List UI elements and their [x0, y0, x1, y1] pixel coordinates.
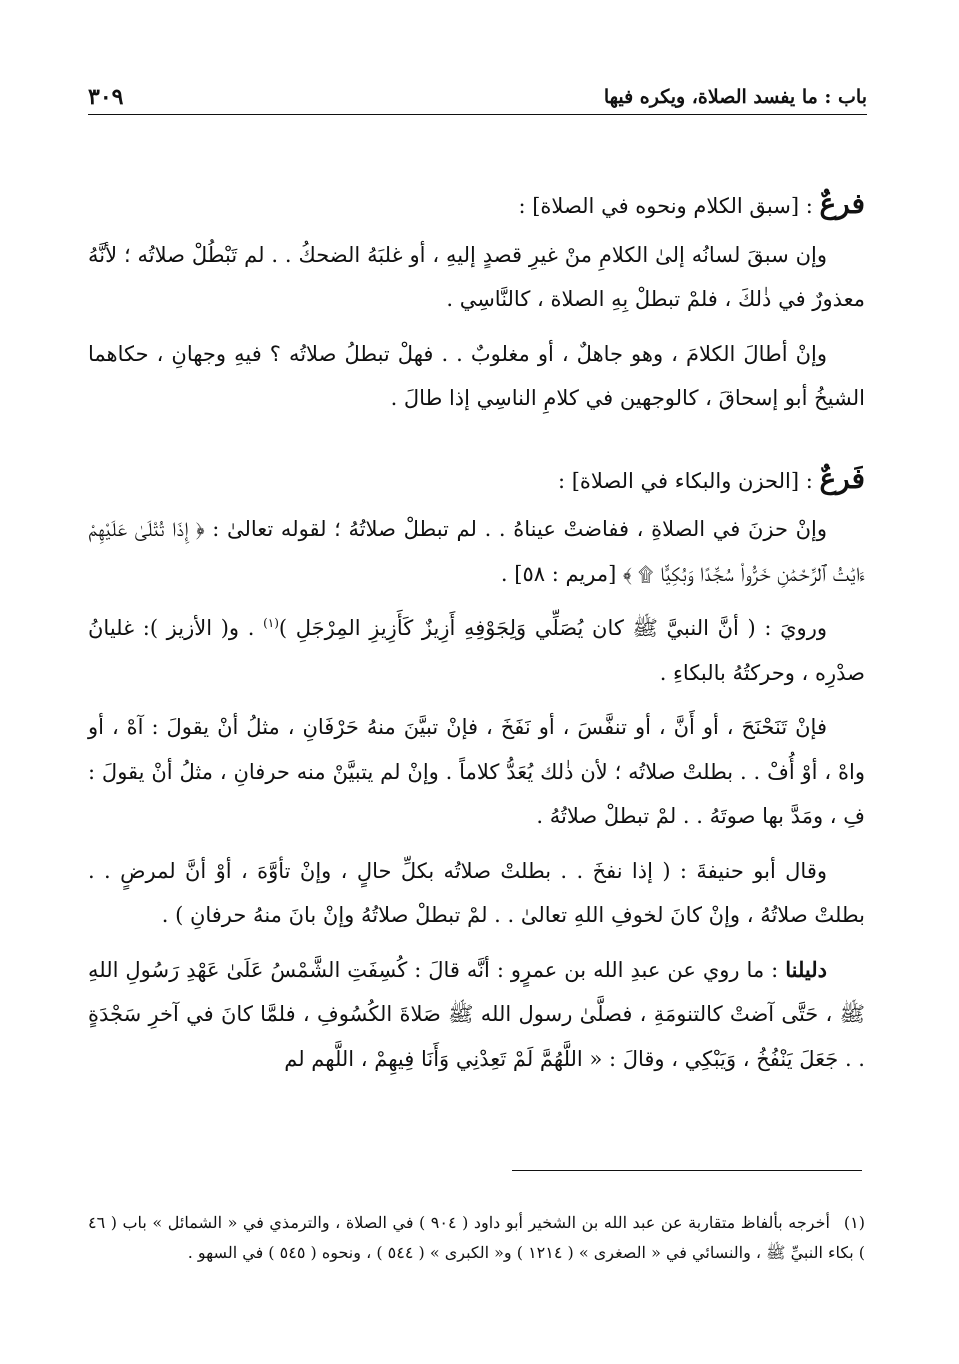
- section-label: فرعٌ: [819, 187, 865, 220]
- main-text: [88, 182, 865, 1091]
- footnotes: [88, 1208, 865, 1268]
- footnote-number: (١): [843, 1213, 866, 1232]
- paragraph: فإنْ تَنَحْنَحَ ، أو أَنَّ ، أو تنفَّسَ ، أو نَفَخَ ، فإنْ تبيَّنَ منهُ حَرْفَانِ ، مثلُ أنْ يقولَ : آهْ ، أو واهْ ، أوْ أُفْ . . بطلتْ صلاتُه ؛ لأن ذٰلك يُعَدُّ كلاماً . وإنْ لم يتبيَّنْ منه حرفانِ ، مثلُ أنْ يقولَ : فِ ، ومَدَّ بها صوتَهُ . . لمْ تبطلْ صلاتُهُ .: [88, 715, 865, 828]
- running-title: باب : ما يفسد الصلاة، ويكره فيها: [603, 86, 867, 108]
- section-heading-1: [88, 182, 865, 229]
- paragraph-text: وإنْ حزنَ في الصلاةِ ، ففاضتْ عيناهُ . . لم تبطلْ صلاتُهُ ؛ لقوله تعالىٰ :: [204, 517, 827, 541]
- evidence-label: دليلنا: [785, 956, 827, 982]
- section-title: : [سبق الكلام ونحوه في الصلاة] :: [518, 194, 820, 218]
- paragraph-text: . و( الأزيز ): غليانُ صدْرِه ، وحركتُهُ بالبكاءِ .: [88, 616, 865, 685]
- paragraph: [88, 606, 865, 695]
- quran-verse: ﴿ إِذَا تُتْلَىٰ عَلَيْهِمْ ءَايَٰتُ ٱلرَّحْمَٰنِ خَرُّواْ سُجَّدًا وَبُكِيًّا ۩ ﴾: [88, 517, 865, 586]
- section-title: : [الحزن والبكاء في الصلاة] :: [557, 468, 820, 493]
- section-label: فَرعٌ: [819, 461, 865, 495]
- paragraph: [88, 948, 865, 1082]
- section-heading-2: [88, 457, 865, 504]
- page-number: ٣٠٩: [88, 84, 124, 110]
- footnote-marker: (١): [263, 616, 279, 630]
- paragraph: وقال أبو حنيفةَ : ( إذا نفخَ . . بطلتْ صلاتُه بكلِّ حالٍ ، وإنْ تأوَّهَ ، أوْ أنَّ لمرضٍ . . بطلتْ صلاتُهُ ، وإنْ كانَ لخوفِ اللهِ تعالىٰ . . لمْ تبطلْ صلاتُهُ وإنْ بانَ منهُ حرفانِ ) .: [88, 858, 865, 927]
- paragraph: [88, 507, 865, 596]
- paragraph: وإنْ أطالَ الكلامَ ، وهو جاهلٌ ، أو مغلوبٌ . . فهلْ تبطلُ صلاتُه ؟ فيهِ وجهانِ ، حكاهما الشيخُ أبو إسحاقَ ، كالوجهين في كلامِ الناسِي إذا طالَ .: [88, 341, 865, 410]
- paragraph: وإن سبقَ لسانُه إلىٰ الكلامِ منْ غيرِ قصدٍ إليهِ ، أو غلبَهُ الضحكُ . . لم تَبْطُلْ صلاتُه ؛ لأنَّهُ معذورٌ في ذٰلكَ ، فلمْ تبطلْ بِهِ الصلاة ، كالنَّاسِي .: [88, 242, 865, 311]
- verse-reference: [مريم : ٥٨] .: [500, 561, 623, 586]
- paragraph-text: : ما روي عن عبدِ الله بن عمرٍو : أنَّه قالَ : كُسِفَتِ الشَّمْسُ عَلَىٰ عَهْدِ رَسُولِ اللهِ ﷺ ، حَتَّى آضتْ كالتنومَةِ ، فصلَّىٰ رسول الله ﷺ صَلاةَ الكُسُوفِ ، فلمَّا كانَ في آخرِ سَجْدَةٍ . . جَعَلَ يَنْفُخُ ، وَيَبْكِي ، وقالَ : « اللَّهُمَّ لَمْ تَعِدْنِي وَأَنَا فِيهِمْ ، اللَّهم لم: [88, 957, 865, 1071]
- paragraph-text: ورويَ : ( أنَّ النبيَّ ﷺ كان يُصَلِّي وَلِجَوْفِهِ أَزِيزٌ كَأَزِيزِ المِرْجَلِ ): [278, 616, 827, 640]
- footnote: [88, 1208, 865, 1268]
- footnote-text: أخرجه بألفاظ متقاربة عن عبد الله بن الشخير أبو داود ( ٩٠٤ ) في الصلاة ، والترمذي في « الشمائل » باب ( ٤٦ ) بكاء النبيِّ ﷺ ، والنسائي في « الصغرى » ( ١٢١٤ ) و« الكبرى » ( ٥٤٤ ) ، ونحوه ( ٥٤٥ ) في السهو .: [88, 1213, 865, 1262]
- page-header: [88, 84, 867, 115]
- footnote-divider: [512, 1170, 862, 1171]
